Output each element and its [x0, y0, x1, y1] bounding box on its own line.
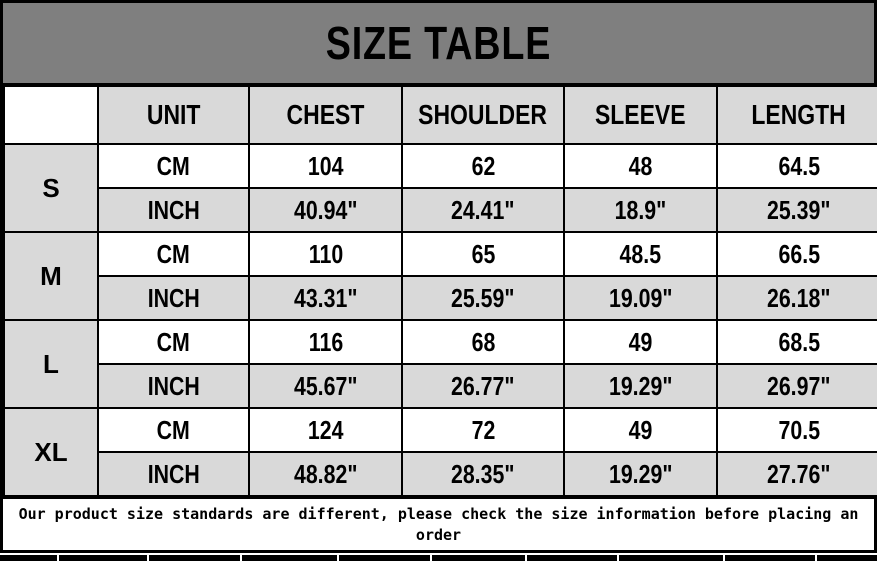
value-cell	[249, 276, 402, 320]
unit-cell-inch	[98, 364, 249, 408]
value-cell-label: 19.09"	[608, 282, 673, 313]
column-header-unit: UNIT	[98, 86, 249, 144]
unit-cell-cm-label: CM	[156, 326, 191, 357]
value-cell	[402, 452, 564, 496]
unit-cell-cm	[98, 232, 249, 276]
size-row-inch	[4, 188, 877, 232]
value-cell-label: 64.5	[778, 150, 820, 181]
value-cell	[402, 276, 564, 320]
size-row-inch	[4, 276, 877, 320]
value-cell	[249, 232, 402, 276]
unit-cell-cm	[98, 408, 249, 452]
title-bar	[3, 3, 874, 85]
value-cell	[717, 320, 877, 364]
size-row-inch	[4, 452, 877, 496]
value-cell-label: 25.39"	[767, 194, 831, 225]
value-cell	[249, 408, 402, 452]
column-header-length: LENGTH	[717, 86, 877, 144]
value-cell	[564, 276, 717, 320]
value-cell-label: 43.31"	[293, 282, 358, 313]
size-table	[3, 85, 877, 497]
value-cell-label: 124	[307, 414, 344, 445]
value-cell-label: 48.82"	[293, 458, 358, 489]
column-header-chest: CHEST	[249, 86, 402, 144]
note-text: Our product size standards are different, please check the size information before placing an order	[18, 505, 859, 544]
value-cell-label: 68	[471, 326, 495, 357]
unit-cell-cm	[98, 320, 249, 364]
value-cell-label: 24.41"	[451, 194, 515, 225]
value-cell-label: 68.5	[778, 326, 820, 357]
value-cell	[402, 364, 564, 408]
value-cell	[249, 320, 402, 364]
value-cell-label: 66.5	[778, 238, 820, 269]
value-cell-label: 26.97"	[767, 370, 831, 401]
value-cell-label: 49	[628, 326, 653, 357]
column-header-shoulder: SHOULDER	[402, 86, 564, 144]
column-header-sleeve: SLEEVE	[564, 86, 717, 144]
unit-cell-inch	[98, 188, 249, 232]
value-cell	[564, 320, 717, 364]
value-cell-label: 40.94"	[293, 194, 358, 225]
value-cell-label: 19.29"	[608, 370, 673, 401]
size-row-inch	[4, 364, 877, 408]
size-row-cm	[4, 232, 877, 276]
unit-cell-inch-label: INCH	[147, 194, 200, 225]
value-cell-label: 116	[308, 326, 343, 357]
size-cell	[4, 408, 98, 496]
value-cell	[402, 232, 564, 276]
unit-cell-cm	[98, 144, 249, 188]
value-cell-label: 26.77"	[451, 370, 515, 401]
size-cell	[4, 232, 98, 320]
size-cell-label: L	[43, 348, 59, 379]
size-row-cm	[4, 320, 877, 364]
size-cell-label: S	[42, 172, 60, 203]
value-cell	[717, 232, 877, 276]
unit-cell-cm-label: CM	[156, 414, 191, 445]
size-cell	[4, 320, 98, 408]
value-cell	[564, 364, 717, 408]
value-cell	[402, 188, 564, 232]
value-cell-label: 28.35"	[451, 458, 515, 489]
value-cell	[564, 452, 717, 496]
value-cell	[402, 144, 564, 188]
value-cell	[402, 320, 564, 364]
value-cell	[564, 232, 717, 276]
size-row-cm	[4, 144, 877, 188]
value-cell	[717, 276, 877, 320]
header-row	[4, 86, 877, 144]
value-cell-label: 45.67"	[293, 370, 358, 401]
value-cell-label: 48	[628, 150, 653, 181]
value-cell	[717, 452, 877, 496]
cutoff-row-strip	[0, 555, 877, 561]
unit-cell-inch-label: INCH	[147, 282, 200, 313]
unit-cell-inch	[98, 452, 249, 496]
size-cell-label: M	[40, 260, 62, 291]
unit-cell-cm-label: CM	[156, 238, 191, 269]
value-cell-label: 72	[471, 414, 495, 445]
unit-cell-cm-label: CM	[156, 150, 191, 181]
size-cell-label: XL	[34, 436, 68, 467]
unit-cell-inch-label: INCH	[147, 370, 200, 401]
note-box	[3, 497, 874, 550]
size-row-cm	[4, 408, 877, 452]
value-cell-label: 70.5	[778, 414, 820, 445]
value-cell	[717, 408, 877, 452]
value-cell	[402, 408, 564, 452]
value-cell-label: 62	[471, 150, 495, 181]
value-cell	[564, 188, 717, 232]
unit-cell-inch	[98, 276, 249, 320]
value-cell-label: 26.18"	[767, 282, 831, 313]
page-title: SIZE TABLE	[325, 17, 552, 69]
value-cell	[564, 408, 717, 452]
value-cell	[249, 188, 402, 232]
value-cell	[249, 144, 402, 188]
unit-cell-inch-label: INCH	[147, 458, 200, 489]
size-cell	[4, 144, 98, 232]
value-cell-label: 65	[471, 238, 495, 269]
diagonal-header-cell	[4, 86, 98, 144]
value-cell	[249, 452, 402, 496]
value-cell	[564, 144, 717, 188]
value-cell	[717, 144, 877, 188]
value-cell-label: 110	[308, 238, 343, 269]
value-cell-label: 25.59"	[451, 282, 515, 313]
value-cell-label: 27.76"	[767, 458, 831, 489]
value-cell-label: 48.5	[619, 238, 662, 269]
value-cell-label: 18.9"	[614, 194, 667, 225]
value-cell-label: 49	[628, 414, 653, 445]
value-cell	[717, 364, 877, 408]
value-cell	[249, 364, 402, 408]
value-cell-label: 104	[307, 150, 344, 181]
value-cell	[717, 188, 877, 232]
value-cell-label: 19.29"	[608, 458, 673, 489]
